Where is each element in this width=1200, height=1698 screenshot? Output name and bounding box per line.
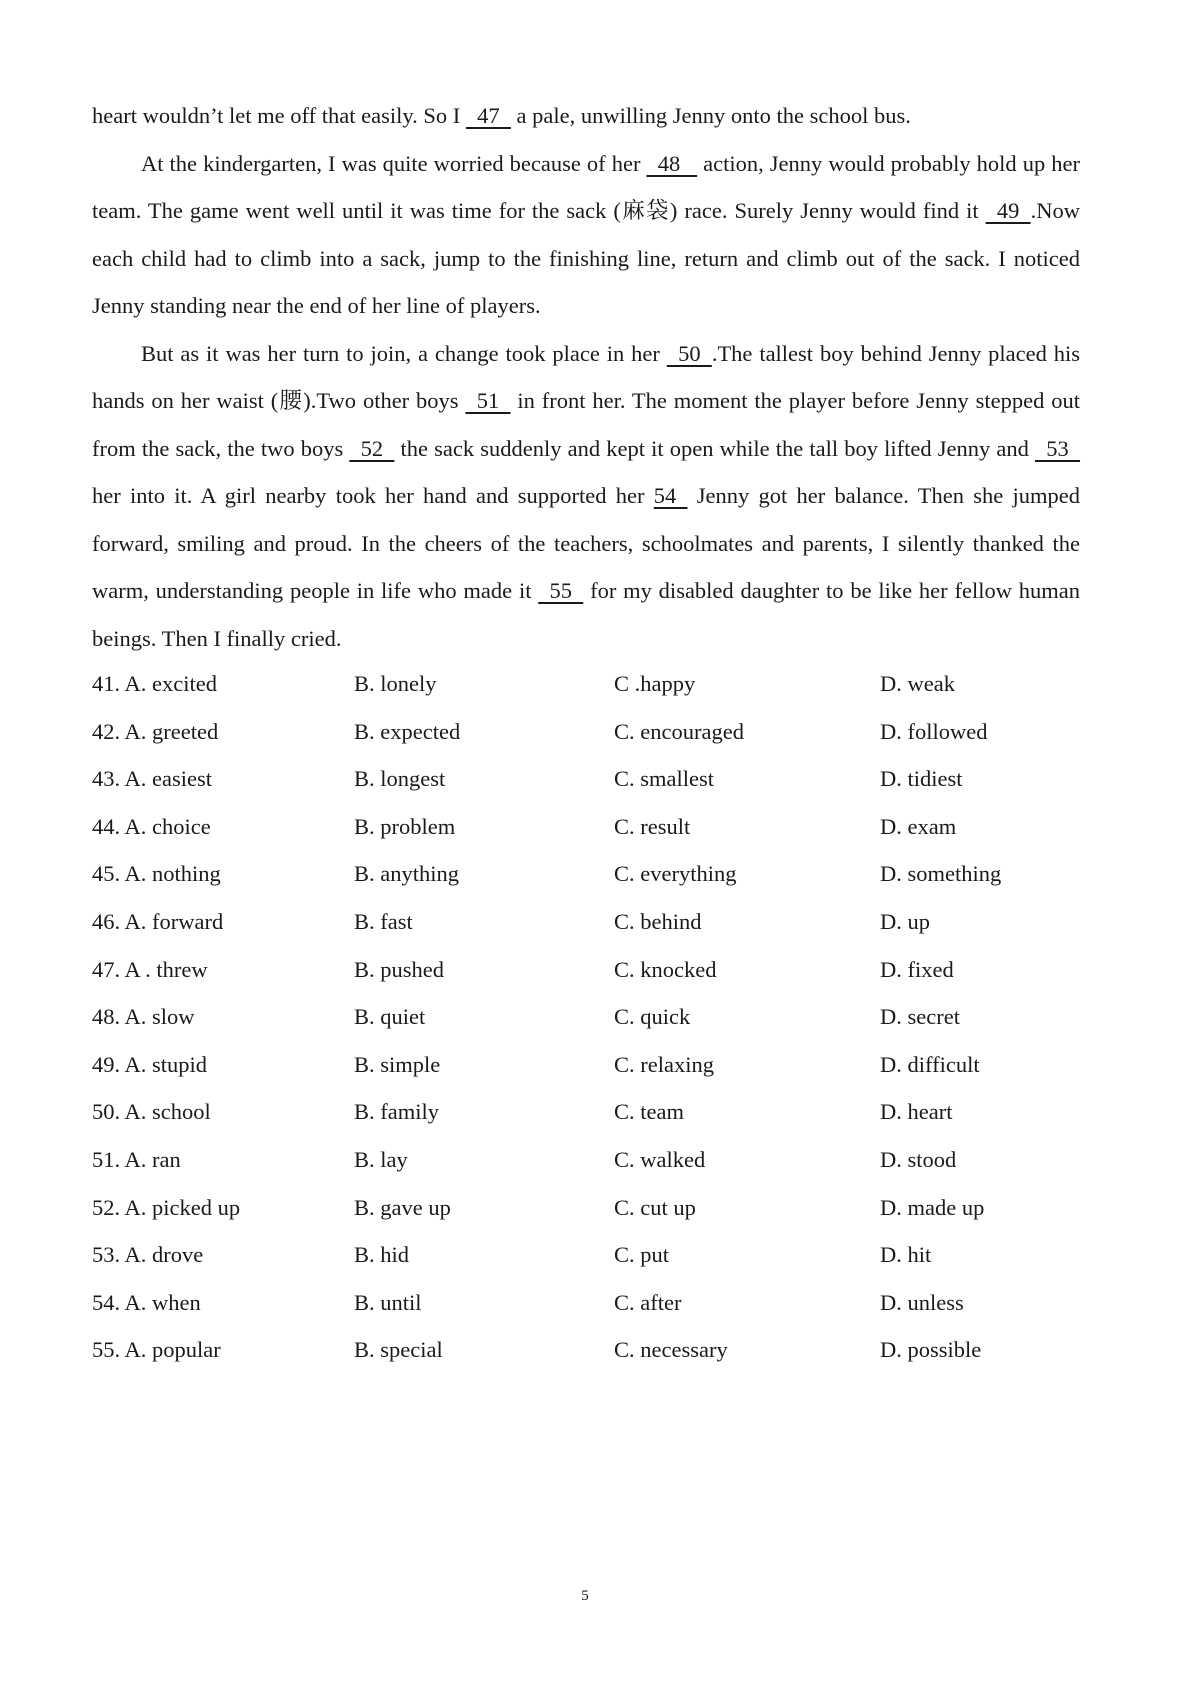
question-row — [92, 946, 1092, 994]
option-a: 51. A. ran — [92, 1146, 181, 1172]
passage-text: .The tallest boy behind Jenny placed his hands on her waist (腰).Two other boys — [92, 340, 1080, 413]
question-row — [92, 1326, 1092, 1374]
question-row — [92, 1136, 1092, 1184]
question-row — [92, 993, 1092, 1041]
option-d: D. unless — [880, 1289, 964, 1315]
answer-blank: 55 — [538, 578, 584, 603]
option-a: 46. A. forward — [92, 908, 224, 934]
option-a: 41. A. excited — [92, 671, 217, 696]
option-d: D. exam — [880, 813, 957, 839]
question-row — [92, 755, 1092, 803]
option-b: B. fast — [354, 908, 413, 934]
option-d: D. tidiest — [880, 766, 963, 792]
passage-text: At the kindergarten, I was quite worried because of her — [141, 150, 647, 176]
option-d: D. stood — [880, 1146, 957, 1172]
passage-text: Jenny got her balance. Then she jumped forward, smiling and proud. In the cheers of the teachers, schoolmates and parents, I silently thanked the warm, understanding people in life who made it — [92, 483, 1080, 603]
option-c: C. walked — [614, 1146, 706, 1172]
page-number: 5 — [581, 1588, 589, 1604]
option-a: 52. A. picked up — [92, 1194, 241, 1220]
option-d: D. followed — [880, 718, 988, 744]
answer-blank: 50 — [666, 340, 712, 366]
question-row — [92, 1279, 1092, 1327]
option-a: 45. A. nothing — [92, 861, 221, 887]
option-c: C. after — [614, 1289, 682, 1315]
passage-text: .Now each child had to climb into a sack, jump to the finishing line, return and climb out of the sack. I noticed Jenny standing near the end of her line of players. — [92, 198, 1080, 318]
option-b: B. gave up — [354, 1194, 451, 1220]
option-a: 50. A. school — [92, 1099, 211, 1125]
option-d: D. secret — [880, 1004, 960, 1030]
option-b: B. family — [354, 1099, 439, 1125]
option-d: D. weak — [880, 671, 955, 696]
passage-text: heart wouldn’t let me off that easily. So I — [92, 103, 466, 128]
option-b: B. special — [354, 1337, 443, 1363]
option-d: D. something — [880, 861, 1002, 887]
option-b: B. anything — [354, 861, 459, 887]
option-b: B. quiet — [354, 1004, 426, 1030]
passage-text: But as it was her turn to join, a change took place in her — [141, 340, 667, 366]
option-b: B. pushed — [354, 956, 444, 982]
passage-text: action, Jenny would probably hold up her team. The game went well until it was time for the sack (麻袋) race. Surely Jenny would find it — [92, 150, 1080, 223]
option-a: 47. A . threw — [92, 956, 208, 982]
option-c: C .happy — [614, 671, 696, 696]
option-b: B. expected — [354, 718, 461, 744]
question-row — [92, 1088, 1092, 1136]
option-c: C. cut up — [614, 1194, 696, 1220]
answer-blank: 53 — [1035, 435, 1081, 461]
question-row — [92, 1231, 1092, 1279]
option-d: D. fixed — [880, 956, 954, 982]
option-c: C. everything — [614, 861, 737, 887]
option-d: D. up — [880, 908, 930, 934]
passage-paragraph — [92, 92, 1080, 140]
option-c: C. relaxing — [614, 1051, 714, 1077]
option-d: D. difficult — [880, 1051, 980, 1077]
answer-blank: 48 — [646, 150, 698, 176]
answer-blank: 49 — [985, 198, 1031, 223]
option-a: 44. A. choice — [92, 813, 211, 839]
option-c: C. necessary — [614, 1337, 728, 1363]
option-d: D. hit — [880, 1242, 932, 1268]
question-row — [92, 708, 1092, 756]
passage-text: in front her. The moment the player before Jenny stepped out from the sack, the two boys — [92, 388, 1080, 461]
option-c: C. team — [614, 1099, 684, 1125]
option-a: 53. A. drove — [92, 1242, 204, 1268]
passage-text: a pale, unwilling Jenny onto the school bus. — [510, 103, 911, 128]
passage-text: her into it. A girl nearby took her hand and supported her — [92, 483, 654, 508]
option-c: C. encouraged — [614, 718, 744, 744]
answer-blank: 51 — [465, 388, 511, 413]
answer-blank: 54 — [653, 483, 688, 508]
question-row — [92, 803, 1092, 851]
option-a: 55. A. popular — [92, 1337, 221, 1363]
option-a: 48. A. slow — [92, 1004, 195, 1030]
question-row — [92, 898, 1092, 946]
option-c: C. knocked — [614, 956, 717, 982]
question-row — [92, 1184, 1092, 1232]
passage-paragraph — [92, 330, 1080, 663]
option-a: 42. A. greeted — [92, 718, 219, 744]
option-b: B. longest — [354, 766, 446, 792]
question-row — [92, 660, 1092, 708]
option-b: B. hid — [354, 1242, 410, 1268]
passage-text: for my disabled daughter to be like her fellow human beings. Then I finally cried. — [92, 578, 1080, 651]
passage — [92, 92, 1080, 662]
option-c: C. smallest — [614, 766, 714, 792]
option-d: D. possible — [880, 1337, 982, 1363]
option-b: B. until — [354, 1289, 422, 1315]
option-c: C. quick — [614, 1004, 691, 1030]
option-a: 49. A. stupid — [92, 1051, 208, 1077]
option-b: B. problem — [354, 813, 456, 839]
answer-blank: 52 — [349, 435, 395, 461]
option-b: B. simple — [354, 1051, 441, 1077]
option-a: 43. A. easiest — [92, 766, 212, 792]
passage-paragraph — [92, 140, 1080, 330]
question-row — [92, 850, 1092, 898]
option-b: B. lonely — [354, 671, 437, 696]
answer-blank: 47 — [465, 103, 511, 128]
question-row — [92, 1041, 1092, 1089]
option-a: 54. A. when — [92, 1289, 201, 1315]
passage-text: the sack suddenly and kept it open while the tall boy lifted Jenny and — [394, 435, 1036, 461]
option-c: C. put — [614, 1242, 670, 1268]
answer-options — [92, 660, 1092, 1374]
option-c: C. result — [614, 813, 691, 839]
option-b: B. lay — [354, 1146, 408, 1172]
option-d: D. heart — [880, 1099, 953, 1125]
option-d: D. made up — [880, 1194, 985, 1220]
option-c: C. behind — [614, 908, 702, 934]
